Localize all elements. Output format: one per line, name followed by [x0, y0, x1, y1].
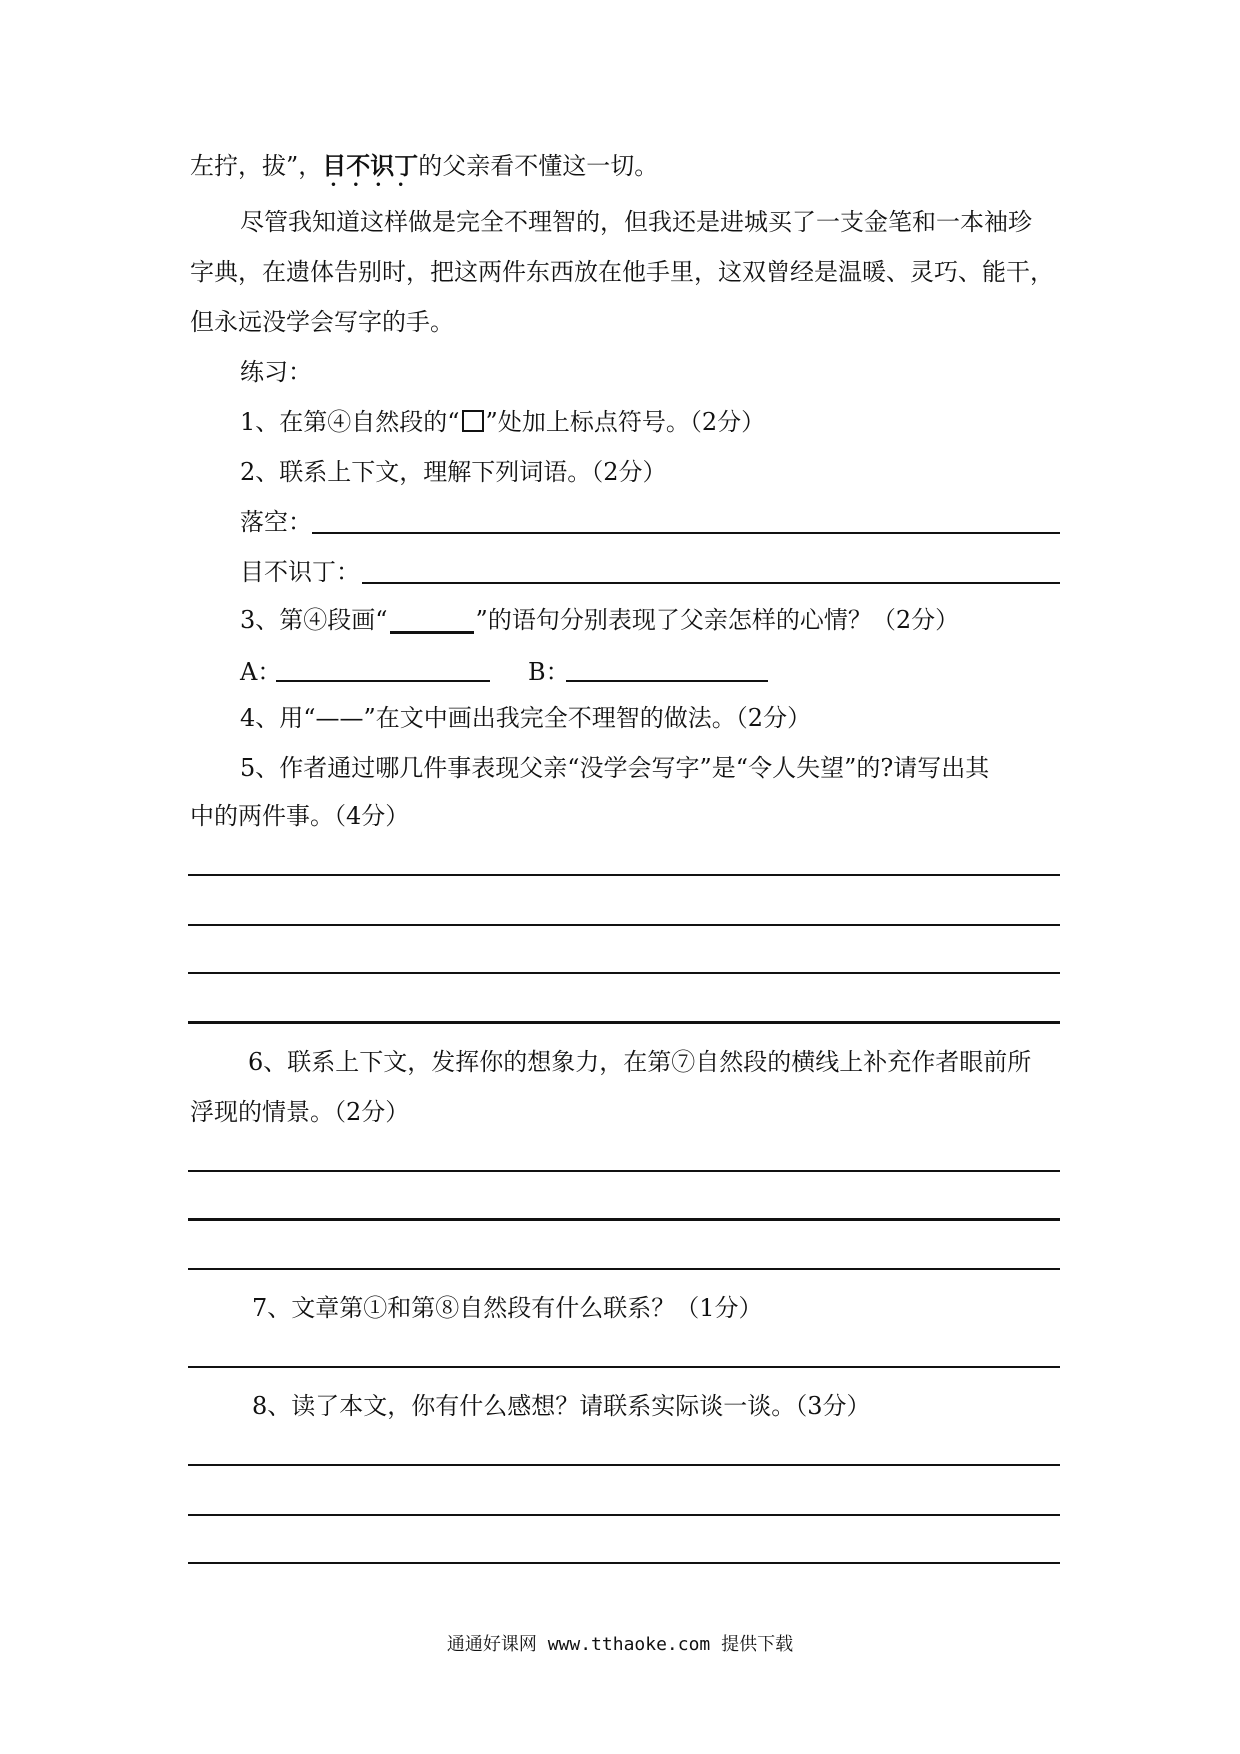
passage-line-2: 尽管我知道这样做是完全不理智的，但我还是进城买了一支金笔和一本袖珍	[240, 208, 1032, 236]
q2-term-2-answer-line[interactable]	[362, 582, 1060, 584]
wavy-underline-sample	[390, 609, 474, 634]
q5-answer-line[interactable]	[188, 924, 1060, 926]
question-5-line-2: 中的两件事。（4分）	[190, 802, 410, 830]
question-3: 3、第④段画“ ”的语句分别表现了父亲怎样的心情？（2分）	[240, 606, 960, 634]
exercise-heading: 练习：	[240, 358, 312, 386]
question-6-line-2: 浮现的情景。（2分）	[190, 1098, 410, 1126]
page-footer: 通通好课网 www.tthaoke.com 提供下载	[446, 1634, 794, 1655]
q3-b-answer-line[interactable]	[566, 680, 768, 682]
q6-answer-line[interactable]	[188, 1218, 1060, 1221]
q3-a-answer-line[interactable]	[276, 680, 490, 682]
q8-answer-line[interactable]	[188, 1514, 1060, 1516]
question-5-line-1: 5、作者通过哪几件事表现父亲“没学会写字”是“令人失望”的?请写出其	[240, 754, 990, 782]
emphasis-dots: ••••	[330, 180, 420, 191]
punctuation-box-icon	[462, 410, 484, 432]
q6-answer-line[interactable]	[188, 1170, 1060, 1172]
q5-answer-line[interactable]	[188, 972, 1060, 974]
q5-answer-line[interactable]	[188, 874, 1060, 876]
q8-answer-line[interactable]	[188, 1562, 1060, 1564]
question-8: 8、读了本文，你有什么感想？请联系实际谈一谈。（3分）	[252, 1392, 871, 1420]
q2-term-2-label: 目不识丁：	[240, 558, 360, 586]
q8-answer-line[interactable]	[188, 1464, 1060, 1466]
question-1: 1、在第④自然段的“ ”处加上标点符号。（2分）	[240, 408, 766, 436]
q3-a-label: A：	[240, 658, 282, 686]
q5-answer-line[interactable]	[188, 1021, 1060, 1024]
passage-line-4: 但永远没学会写字的手。	[190, 308, 454, 336]
passage-line-1-pre: 左拧，拔”，	[190, 152, 323, 180]
question-2: 2、联系上下文，理解下列词语。（2分）	[240, 458, 667, 486]
emphasized-term: 目不识丁 ••••	[322, 152, 420, 191]
q2-term-1-label: 落空：	[240, 508, 312, 536]
q3-b-label: B：	[528, 658, 570, 686]
passage-line-3: 字典，在遗体告别时，把这两件东西放在他手里，这双曾经是温暖、灵巧、能干，	[190, 258, 1054, 286]
passage-line-1	[190, 150, 659, 191]
passage-line-1-post: 的父亲看不懂这一切。	[418, 152, 659, 180]
question-7: 7、文章第①和第⑧自然段有什么联系？（1分）	[252, 1294, 763, 1322]
question-4: 4、用“——”在文中画出我完全不理智的做法。（2分）	[240, 704, 812, 732]
q6-answer-line[interactable]	[188, 1268, 1060, 1270]
q2-term-1-answer-line[interactable]	[312, 532, 1060, 534]
question-6-line-1: 6、联系上下文，发挥你的想象力，在第⑦自然段的横线上补充作者眼前所	[248, 1048, 1032, 1076]
q7-answer-line[interactable]	[188, 1366, 1060, 1368]
